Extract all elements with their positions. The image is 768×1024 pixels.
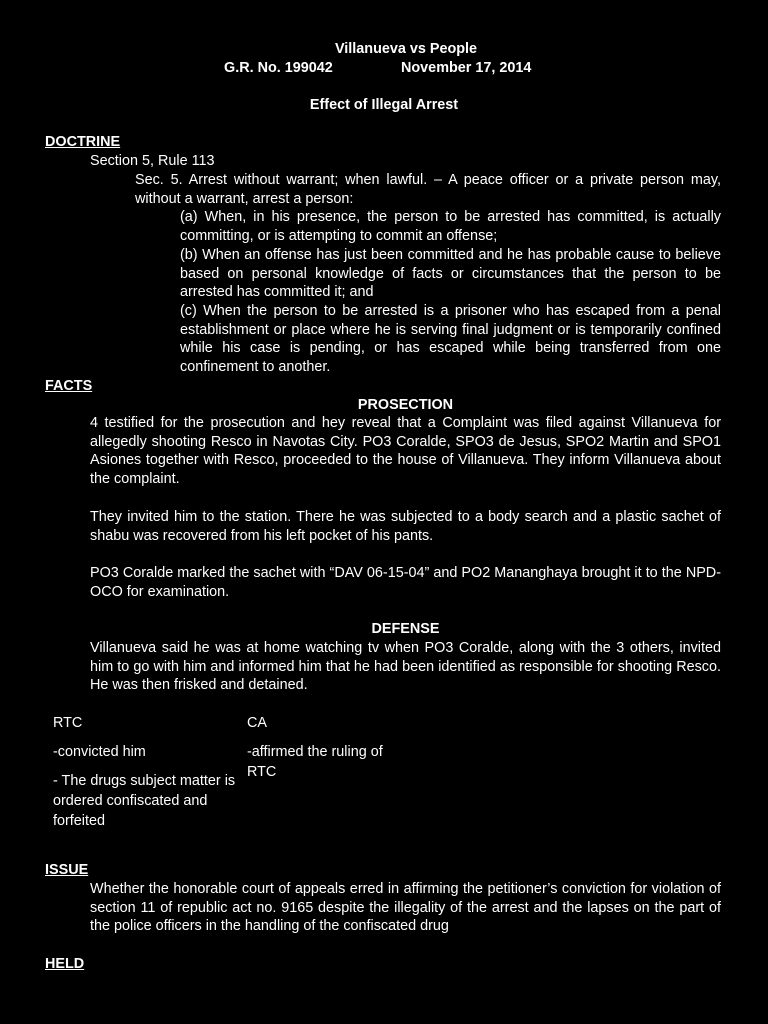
doctrine-item-b: (b) When an offense has just been committed and he has probable cause to believe based on personal knowledge of facts or circumstances that the person to be arrested has committed it; and bbox=[180, 247, 721, 301]
gr-number: G.R. No. 199042 bbox=[224, 60, 333, 76]
issue-heading: ISSUE bbox=[45, 862, 89, 878]
held-heading: HELD bbox=[45, 956, 85, 972]
prosecution-paragraph-3: PO3 Coralde marked the sachet with “DAV 06-15-04” and PO2 Mananghaya brought it to the NPD-OCO for examination. bbox=[90, 565, 721, 600]
doctrine-sec5-text: Sec. 5. Arrest without warrant; when lawful. – A peace officer or a private person may, without a warrant, arrest a person: bbox=[135, 172, 721, 207]
prosecution-paragraph-1: 4 testified for the prosecution and hey reveal that a Complaint was filed against Villanueva for allegedly shooting Resco in Navotas City. PO3 Coralde, SPO3 de Jesus, SPO2 Martin and SPO1 Asiones together with Resco, proceeded to the house of Villanueva. They inform Villanueva about the complaint. bbox=[90, 415, 721, 488]
defense-paragraph: Villanueva said he was at home watching tv when PO3 Coralde, along with the 3 others, invited him to go with him and informed him that he had been identified as responsible for shooting Resco. He was then frisked and detained. bbox=[90, 640, 721, 694]
decision-date: November 17, 2014 bbox=[401, 60, 532, 76]
doctrine-item-a: (a) When, in his presence, the person to be arrested has committed, is actually committing, or is attempting to commit an offense; bbox=[180, 209, 721, 244]
doctrine-section-ref: Section 5, Rule 113 bbox=[90, 153, 215, 169]
prosecution-heading: PROSECTION bbox=[357, 397, 454, 413]
case-title: Villanueva vs People bbox=[334, 41, 478, 57]
rtc-label: RTC bbox=[53, 715, 83, 731]
issue-text: Whether the honorable court of appeals erred in affirming the petitioner’s conviction for violation of section 11 of republic act no. 9165 despite the illegality of the arrest and the lapses on the part of the police officers in the handling of the confiscated drug bbox=[90, 881, 721, 935]
rtc-ruling-1: -convicted him bbox=[53, 744, 146, 760]
doctrine-heading: DOCTRINE bbox=[45, 134, 121, 150]
ca-ruling-1: -affirmed the ruling of RTC bbox=[247, 744, 383, 780]
prosecution-paragraph-2: They invited him to the station. There he was subjected to a body search and a plastic sachet of shabu was recovered from his left pocket of his pants. bbox=[90, 509, 721, 544]
defense-heading: DEFENSE bbox=[371, 621, 440, 637]
facts-heading: FACTS bbox=[45, 378, 93, 394]
rtc-ruling-2: - The drugs subject matter is ordered confiscated and forfeited bbox=[53, 773, 236, 829]
doctrine-item-c: (c) When the person to be arrested is a prisoner who has escaped from a penal establishment or place where he is serving final judgment or is temporarily confined while his case is pending, or has escaped while being transferred from one confinement to another. bbox=[180, 303, 721, 376]
rulings-table bbox=[53, 713, 417, 831]
ca-label: CA bbox=[247, 715, 267, 731]
topic-title: Effect of Illegal Arrest bbox=[309, 97, 459, 113]
